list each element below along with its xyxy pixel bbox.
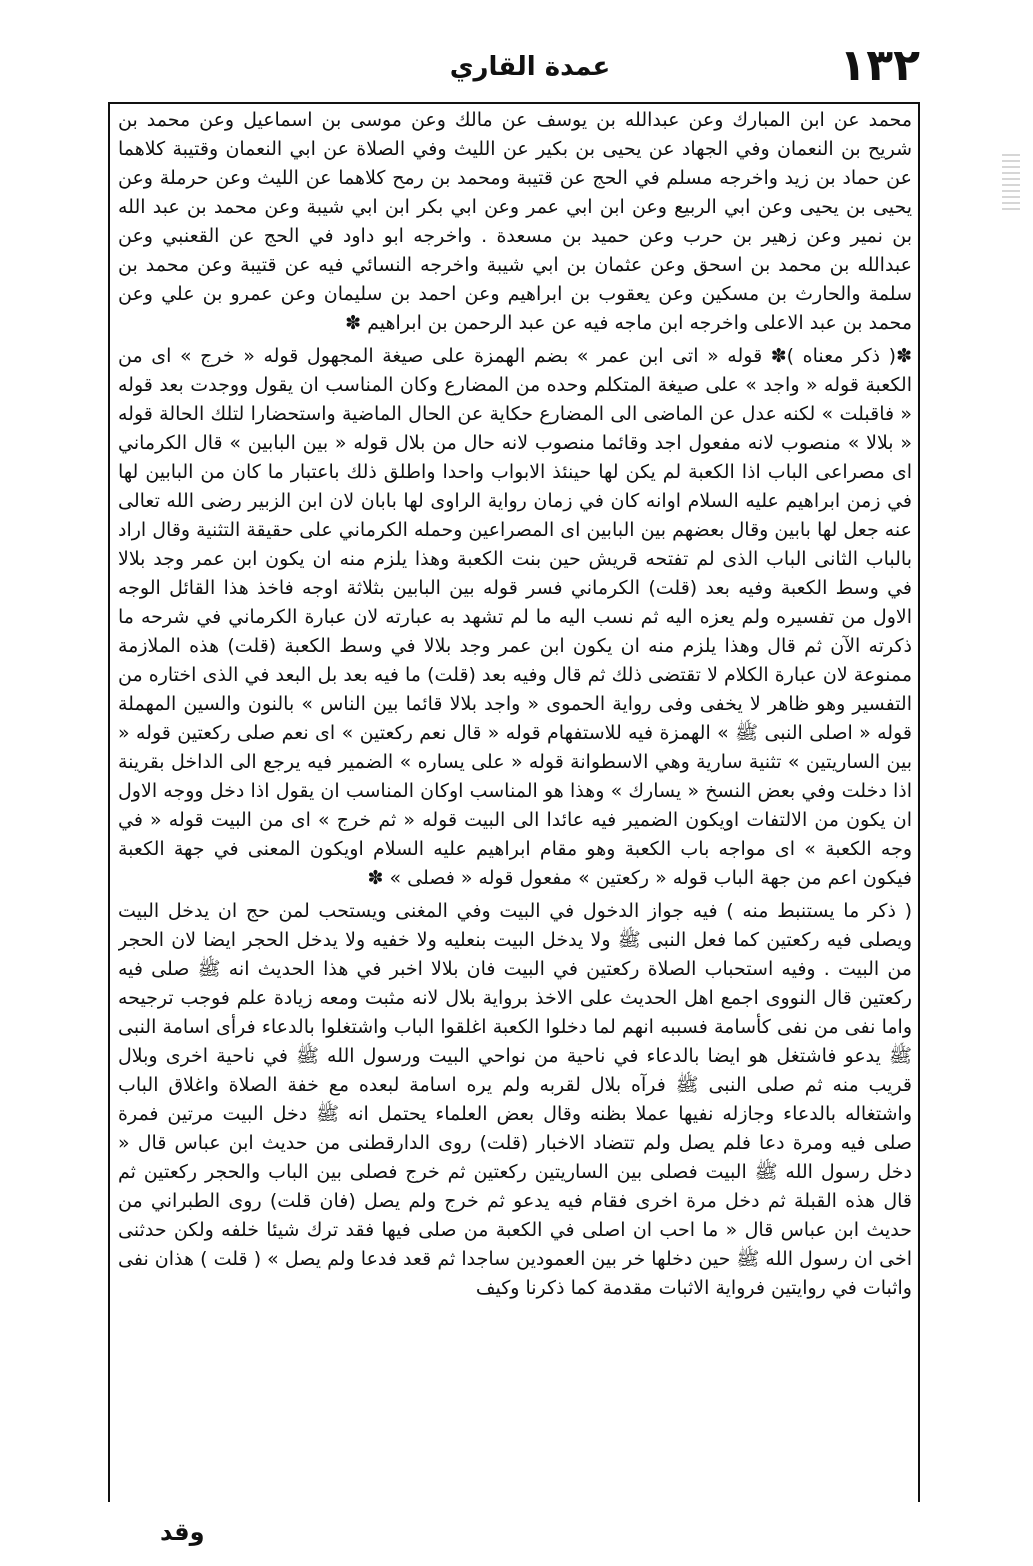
paragraph-deductions: ( ذكر ما يستنبط منه ) فيه جواز الدخول في البيت وفي المغنى ويستحب لمن حج ان يدخل البيت ويصلى فيه ركعتين كما فعل النبى ﷺ ولا يدخل البيت بنعليه ولا خفيه ولا يدخل الحجر ايضا لان الحجر من البيت . وفيه استحباب الصلاة ركعتين في البيت فان بلالا اخبر في هذا الحديث انه ﷺ صلى فيه ركعتين قال النووى اجمع اهل الحديث على الاخذ برواية بلال لانه مثبت ومعه زيادة علم فوجب ترجيحه واما نفى من نفى كأسامة فسببه انهم لما دخلوا الكعبة اغلقوا الباب واشتغلوا بالدعاء فرأى اسامة النبى ﷺ يدعو فاشتغل هو ايضا بالدعاء في ناحية من نواحي البيت ورسول الله ﷺ في ناحية اخرى وبلال قريب منه ثم صلى النبى ﷺ فرآه بلال لقربه ولم يره اسامة لبعده مع خفة الصلاة واغلاق الباب واشتغاله بالدعاء وجازله نفيها عملا بظنه وقال بعض العلماء يحتمل انه ﷺ دخل البيت مرتين فمرة صلى فيه ومرة دعا فلم يصل ولم تتضاد الاخبار (قلت) روى الدارقطنى من حديث ابن عباس قال « دخل رسول الله ﷺ البيت فصلى بين الساريتين ركعتين ثم خرج فصلى بين الباب والحجر ركعتين ثم قال هذه القبلة ثم دخل مرة اخرى فقام فيه يدعو ثم خرج ولم يصل (فان قلت) روى الطبراني من حديث ابن عباس قال « ما احب ان اصلى في الكعبة من صلى فيها فقد ترك شيئا خلفه ولكن حدثنى اخى ان رسول الله ﷺ حين دخلها خر بين العمودين ساجدا ثم قعد فدعا ولم يصل » ( قلت ) هذان نفى واثبات في روايتين فرواية الاثبات مقدمة كما ذكرنا وكيف: [118, 900, 912, 1299]
catchword: وقد: [160, 1518, 205, 1546]
page-number: ١٣٢: [839, 40, 920, 91]
body-text: [118, 106, 912, 1496]
margin-smudge: [1002, 150, 1020, 210]
page-header: [110, 40, 920, 100]
paragraph-meaning: ✽( ذكر معناه )✽ قوله « اتى ابن عمر » بضم الهمزة على صيغة المجهول قوله « خرج » اى من الكعبة قوله « واجد » على صيغة المتكلم وحده من المضارع وكان المناسب ان يقول ووجدت بعد قوله « فاقبلت » لكنه عدل عن الماضى الى المضارع حكاية عن الحال الماضية واستحضارا لتلك الحالة قوله « بلالا » منصوب لانه مفعول اجد وقائما منصوب لانه حال من بلال قوله « بين البابين » قال الكرماني اى مصراعى الباب اذا الكعبة لم يكن لها حينئذ الابواب واحدا واطلق ذلك باعتبار ما كان من البابين لها في زمن ابراهيم عليه السلام اوانه كان في زمان رواية الراوى لها بابان لان ابن الزبير رضى الله تعالى عنه جعل لها بابين وقال بعضهم بين البابين اى المصراعين وحمله الكرماني على حقيقة التثنية وقال اراد بالباب الثانى الباب الذى لم تفتحه قريش حين بنت الكعبة وهذا يلزم منه ان يكون ابن عمر وجد بلالا في وسط الكعبة وفيه بعد (قلت) الكرماني فسر قوله بين البابين بثلاثة اوجه فاخذ هذا القائل الوجه الاول من تفسيره ولم يعزه اليه ثم نسب اليه ما لم تشهد به عبارته لان عبارة الكرماني في شرحه ما ذكرته الآن ثم قال وهذا يلزم منه ان يكون ابن عمر وجد بلالا في وسط الكعبة (قلت) هذه الملازمة ممنوعة لان عبارة الكلام لا تقتضى ذلك ثم قال وفيه بعد (قلت) ما فيه بعد بل البعد في الذى اختاره من التفسير وهو ظاهر لا يخفى وفى رواية الحموى « واجد بلالا قائما بين الناس » بالنون والسين المهملة قوله « اصلى النبى ﷺ » الهمزة فيه للاستفهام قوله « قال نعم ركعتين » اى نعم صلى ركعتين قوله « بين الساريتين » تثنية سارية وهي الاسطوانة قوله « على يساره » الضمير فيه يرجع الى الداخل بقرينة اذا دخلت وفي بعض النسخ « يسارك » وهذا هو المناسب اوكان المناسب ان يقول اذا دخل ووجه الاول ان يكون من الالتفات اويكون الضمير فيه عائدا الى البيت قوله « ثم خرج » اى من البيت قوله « في وجه الكعبة » اى مواجه باب الكعبة وهو مقام ابراهيم عليه السلام اويكون المعنى في جهة الكعبة فيكون اعم من جهة الباب قوله « ركعتين » مفعول قوله « فصلى » ✽: [118, 345, 912, 889]
running-title: عمدة القاري: [449, 52, 611, 82]
paragraph-narrators: محمد عن ابن المبارك وعن عبدالله بن يوسف عن مالك وعن موسى بن اسماعيل وعن محمد بن شريح بن النعمان وفي الجهاد عن يحيى بن بكير عن الليث وفي الصلاة عن ابي النعمان وقتيبة كلاهما عن حماد بن زيد واخرجه مسلم في الحج عن قتيبة ومحمد بن رمح كلاهما عن الليث وعن حرملة وعن يحيى بن يحيى وعن ابي الربيع وعن ابن ابي عمر وعن ابي بكر ابن ابي شيبة وعن محمد بن عبد الله بن نمير وعن زهير بن حرب وعن حميد بن مسعدة . واخرجه ابو داود في الحج عن القعنبي وعن عبدالله بن محمد بن اسحق وعن عثمان بن ابي شيبة واخرجه النسائي فيه عن قتيبة وعن محمد بن سلمة والحارث بن مسكين وعن يعقوب بن ابراهيم وعن احمد بن سليمان وعن عمرو بن علي وعن محمد بن عبد الاعلى واخرجه ابن ماجه فيه عن عبد الرحمن بن ابراهيم ✽: [118, 109, 912, 334]
